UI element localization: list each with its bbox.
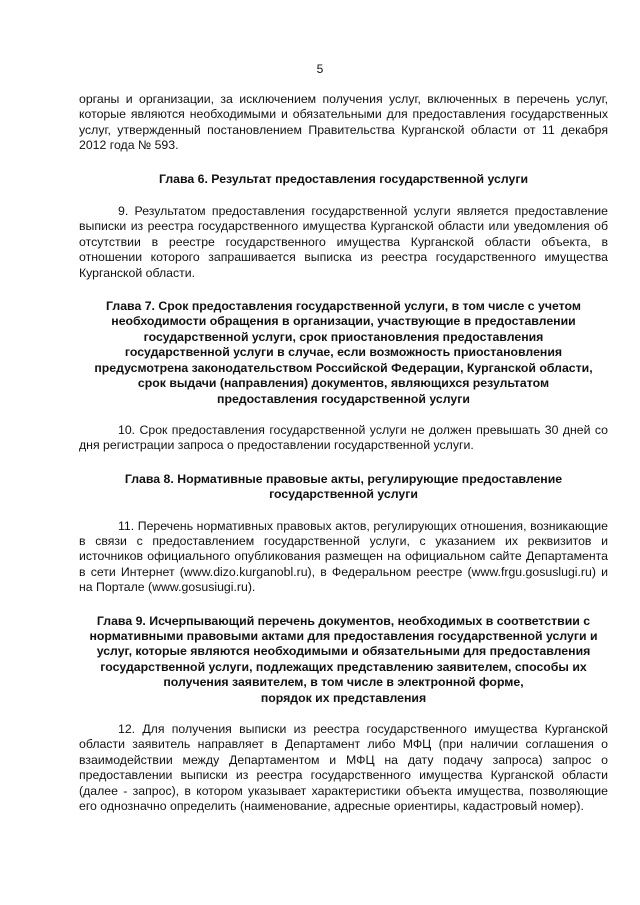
chapter-9-heading-line: услуг, которые являются необходимыми и обязательными для предоставления [96, 644, 591, 659]
chapter-9-heading [79, 614, 608, 706]
chapter-7-heading-line: государственной услуги в случае, если возможность приостановления [124, 345, 563, 360]
chapter-9-heading-line: Глава 9. Исчерпывающий перечень документов, необходимых в соответствии с [96, 613, 591, 628]
chapter-9-heading-line: государственной услуги, подлежащих представлению заявителем, способы их [100, 659, 587, 674]
paragraph-12: 12. Для получения выписки из реестра государственного имущества Курганской области заявитель направляет в Департамент либо МФЦ (при наличии соглашения о взаимодействии между Департаментом и МФЦ на дату подачу запроса) запрос о предоставлении выписки из реестра государственного имущества Курганской области (далее - запрос), в котором указывает характеристики объекта имущества, позволяющие его однозначно определить (наименование, адресные ориентиры, кадастровый номер). [79, 722, 608, 814]
chapter-8-heading-line: Глава 8. Нормативные правовые акты, регулирующие предоставление [124, 471, 563, 486]
chapter-6-heading: Глава 6. Результат предоставления государственной услуги [158, 171, 529, 186]
page-number: 5 [316, 62, 324, 76]
chapter-9-heading-line: порядок их представления [260, 690, 427, 705]
chapter-7-heading-line: предоставления государственной услуги [217, 391, 470, 406]
chapter-7-heading-line: предусмотрена законодательством Российской Федерации, Курганской области, [94, 360, 593, 375]
paragraph-9: 9. Результатом предоставления государственной услуги является предоставление выписки из реестра государственного имущества Курганской области или уведомления об отсутствии в реестре государственного имущества Курганской области объекта, в отношении которого запрашивается выписка из реестра государственного имущества Курганской области. [79, 204, 608, 280]
paragraph-11: 11. Перечень нормативных правовых актов, регулирующих отношения, возникающие в связи с предоставлением государственной услуги, с указанием их реквизитов и источников официального опубликования размещен на официальном сайте Департамента в сети Интернет (www.dizo.kurganobl.ru), в Федеральном реестре (www.frgu.gosuslugi.ru) и на Портале (www.gosusiugi.ru). [79, 518, 608, 595]
chapter-8-heading [79, 472, 608, 503]
document-body [79, 92, 608, 814]
chapter-7-heading-line: государственной услуги, срок приостановления предоставления [143, 329, 544, 344]
chapter-7-heading-line: срок выдачи (направления) документов, являющихся результатом [137, 376, 550, 391]
chapter-7-heading-line: Глава 7. Срок предоставления государственной услуги, в том числе с учетом [106, 299, 581, 314]
chapter-7-heading-line: необходимости обращения в организации, участвующие в предоставлении [111, 314, 576, 329]
intro-paragraph: органы и организации, за исключением получения услуг, включенных в перечень услуг, которые являются необходимыми и обязательными для предоставления государственных услуг, утвержденный постановлением Правительства Курганской области от 11 декабря 2012 года № 593. [79, 92, 608, 153]
chapter-8-heading-line: государственной услуги [269, 487, 418, 502]
chapter-7-heading [79, 299, 608, 407]
paragraph-10: 10. Срок предоставления государственной услуги не должен превышать 30 дней со дня регистрации запроса о предоставлении государственной услуги. [79, 422, 608, 453]
chapter-9-heading-line: получения заявителем, в том числе в электронной форме, [163, 675, 524, 690]
chapter-9-heading-line: нормативными правовыми актами для предоставления государственной услуги и [89, 628, 598, 643]
